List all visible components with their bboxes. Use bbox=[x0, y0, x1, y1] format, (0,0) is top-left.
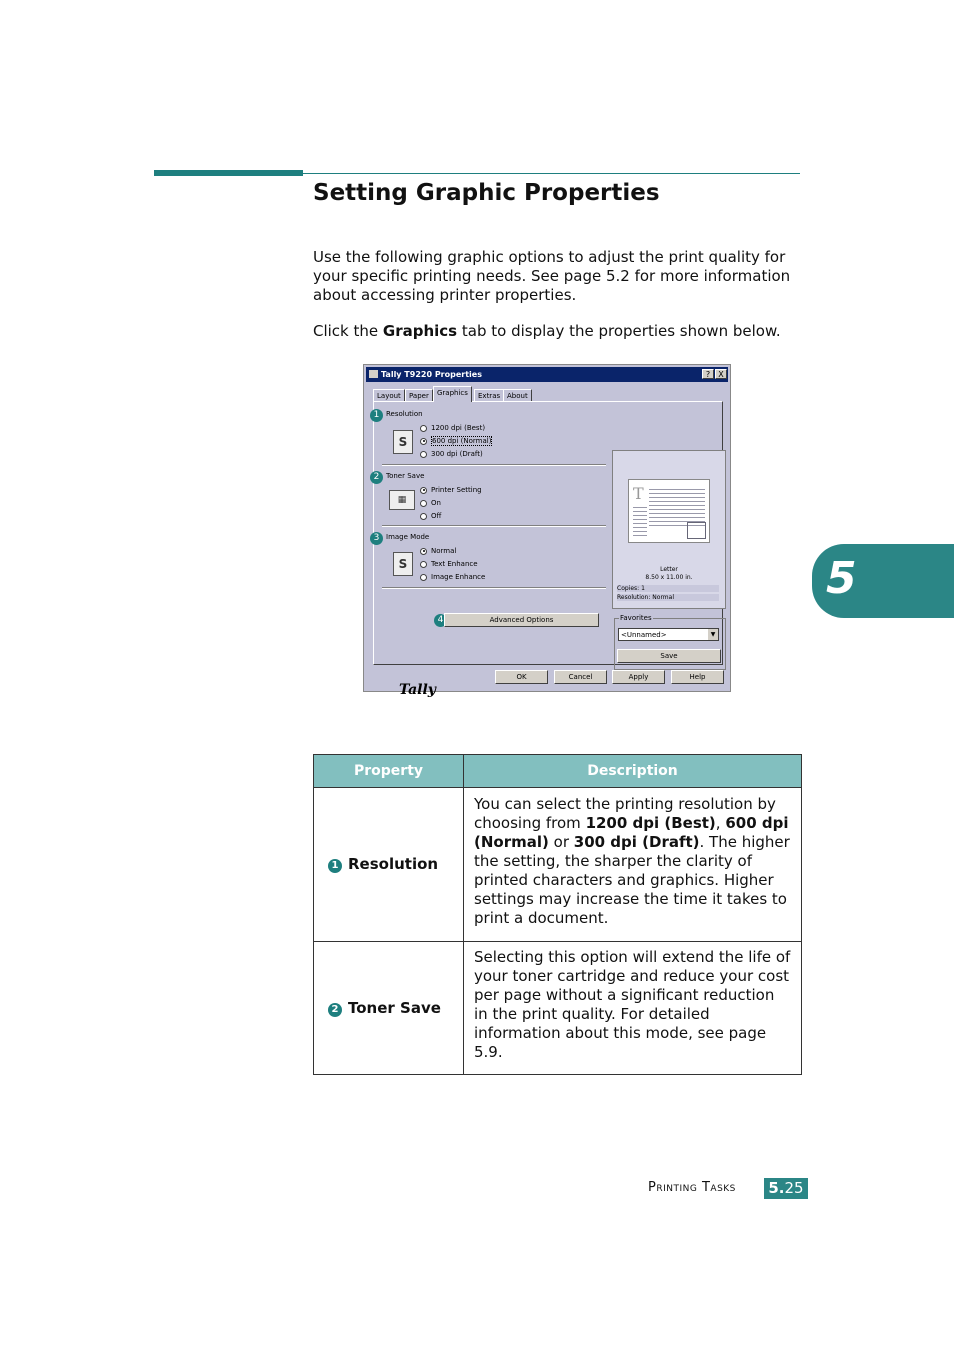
page-number: 25 bbox=[784, 1179, 804, 1197]
tab-extras[interactable]: Extras bbox=[474, 389, 504, 401]
printer-icon bbox=[369, 370, 378, 378]
divider bbox=[382, 464, 606, 466]
tally-logo: Tally bbox=[399, 682, 436, 698]
property-name: Resolution bbox=[348, 855, 439, 873]
ok-button[interactable]: OK bbox=[495, 670, 548, 684]
description-bold: 1200 dpi (Best) bbox=[585, 814, 716, 832]
click-instruction-before: Click the bbox=[313, 322, 383, 340]
preview-size: 8.50 x 11.00 in. bbox=[645, 574, 693, 581]
image-mode-icon: S bbox=[393, 552, 413, 576]
tab-paper[interactable]: Paper bbox=[405, 389, 433, 401]
properties-dialog-screenshot bbox=[363, 364, 731, 698]
description-cell bbox=[464, 942, 802, 1075]
radio-image-enhance[interactable]: Image Enhance bbox=[420, 573, 485, 581]
dialog-title: Tally T9220 Properties bbox=[381, 370, 482, 379]
resolution-icon: S bbox=[393, 430, 413, 454]
cancel-button[interactable]: Cancel bbox=[554, 670, 607, 684]
radio-600dpi[interactable]: 600 dpi (Normal) bbox=[420, 437, 492, 445]
header-rule-thick bbox=[154, 170, 303, 176]
chevron-down-icon[interactable]: ▼ bbox=[708, 629, 718, 640]
radio-1200dpi[interactable]: 1200 dpi (Best) bbox=[420, 424, 485, 432]
divider bbox=[382, 525, 606, 527]
favorites-save-button[interactable]: Save bbox=[617, 649, 721, 663]
text-lines bbox=[633, 504, 647, 538]
radio-toner-off[interactable]: Off bbox=[420, 512, 441, 520]
help-icon[interactable]: ? bbox=[702, 369, 714, 379]
description-text: or bbox=[548, 833, 574, 851]
property-cell bbox=[314, 788, 464, 942]
header-property: Property bbox=[314, 755, 464, 788]
tab-graphics[interactable]: Graphics bbox=[433, 386, 472, 402]
page-number-badge bbox=[764, 1178, 808, 1199]
callout-number-badge: 2 bbox=[328, 1003, 342, 1017]
page-chapter: 5. bbox=[768, 1179, 785, 1197]
page-title: Setting Graphic Properties bbox=[313, 180, 660, 206]
property-table bbox=[313, 754, 802, 1075]
callout-number-badge: 1 bbox=[328, 859, 342, 873]
radio-image-normal[interactable]: Normal bbox=[420, 547, 456, 555]
image-placeholder-icon bbox=[687, 522, 706, 539]
dialog-titlebar bbox=[366, 367, 728, 382]
close-icon[interactable]: X bbox=[715, 369, 727, 379]
preview-resolution: Resolution: Normal bbox=[617, 594, 719, 601]
image-mode-label: Image Mode bbox=[386, 533, 430, 541]
tab-layout[interactable]: Layout bbox=[373, 389, 405, 401]
description-bold: 600 dpi (Normal) bbox=[474, 814, 789, 851]
toner-save-label: Toner Save bbox=[386, 472, 425, 480]
click-instruction-after: tab to display the properties shown below. bbox=[457, 322, 781, 340]
radio-printer-setting[interactable]: Printer Setting bbox=[420, 486, 482, 494]
divider bbox=[382, 587, 606, 589]
preview-copies: Copies: 1 bbox=[617, 585, 719, 592]
radio-300dpi[interactable]: 300 dpi (Draft) bbox=[420, 450, 483, 458]
page-preview bbox=[612, 450, 726, 609]
radio-text-enhance[interactable]: Text Enhance bbox=[420, 560, 478, 568]
table-header-row bbox=[314, 755, 802, 788]
resolution-label: Resolution bbox=[386, 410, 423, 418]
table-body bbox=[314, 788, 802, 1075]
favorites-group bbox=[614, 614, 726, 670]
click-instruction bbox=[313, 322, 813, 341]
table-row bbox=[314, 788, 802, 942]
property-cell bbox=[314, 942, 464, 1075]
header-description: Description bbox=[464, 755, 802, 788]
favorites-label: Favorites bbox=[620, 614, 652, 622]
callout-4: 4 bbox=[434, 614, 447, 627]
description-bold: 300 dpi (Draft) bbox=[573, 833, 700, 851]
header-rule-thin bbox=[303, 173, 800, 174]
help-button[interactable]: Help bbox=[671, 670, 724, 684]
preview-paper: Letter bbox=[660, 566, 678, 573]
property-name: Toner Save bbox=[348, 998, 441, 1017]
intro-paragraph: Use the following graphic options to adjust the print quality for your specific printing needs. See page 5.2 for more information about accessing printer properties. bbox=[313, 248, 791, 304]
callout-2: 2 bbox=[370, 471, 383, 484]
chapter-number: 5 bbox=[826, 553, 857, 604]
text-lines bbox=[649, 486, 705, 526]
favorites-value: <Unnamed> bbox=[621, 631, 667, 639]
description-text: . The higher the setting, the sharper the clarity of printed characters and graphics. Higher settings may increase the time it takes to print a document. bbox=[474, 833, 790, 927]
page-thumbnail bbox=[628, 479, 710, 543]
radio-toner-on[interactable]: On bbox=[420, 499, 441, 507]
text-glyph-icon: T bbox=[633, 484, 644, 503]
table-row bbox=[314, 942, 802, 1075]
apply-button[interactable]: Apply bbox=[612, 670, 665, 684]
description-text: , bbox=[715, 814, 726, 832]
tab-about[interactable]: About bbox=[503, 389, 532, 401]
printer-icon: ▦ bbox=[389, 490, 415, 510]
description-text: Selecting this option will extend the life of your toner cartridge and reduce your cost per page without a significant reduction in the print quality. For detailed information about this mode, see page 5.9. bbox=[474, 948, 791, 1061]
description-text: You can select the printing resolution by choosing from bbox=[474, 795, 776, 832]
favorites-select[interactable] bbox=[618, 628, 719, 641]
callout-3: 3 bbox=[370, 532, 383, 545]
advanced-options-button[interactable]: Advanced Options bbox=[444, 613, 599, 627]
callout-1: 1 bbox=[370, 409, 383, 422]
footer-section-label: Printing Tasks bbox=[648, 1180, 736, 1195]
description-cell bbox=[464, 788, 802, 942]
click-instruction-bold: Graphics bbox=[382, 322, 458, 340]
